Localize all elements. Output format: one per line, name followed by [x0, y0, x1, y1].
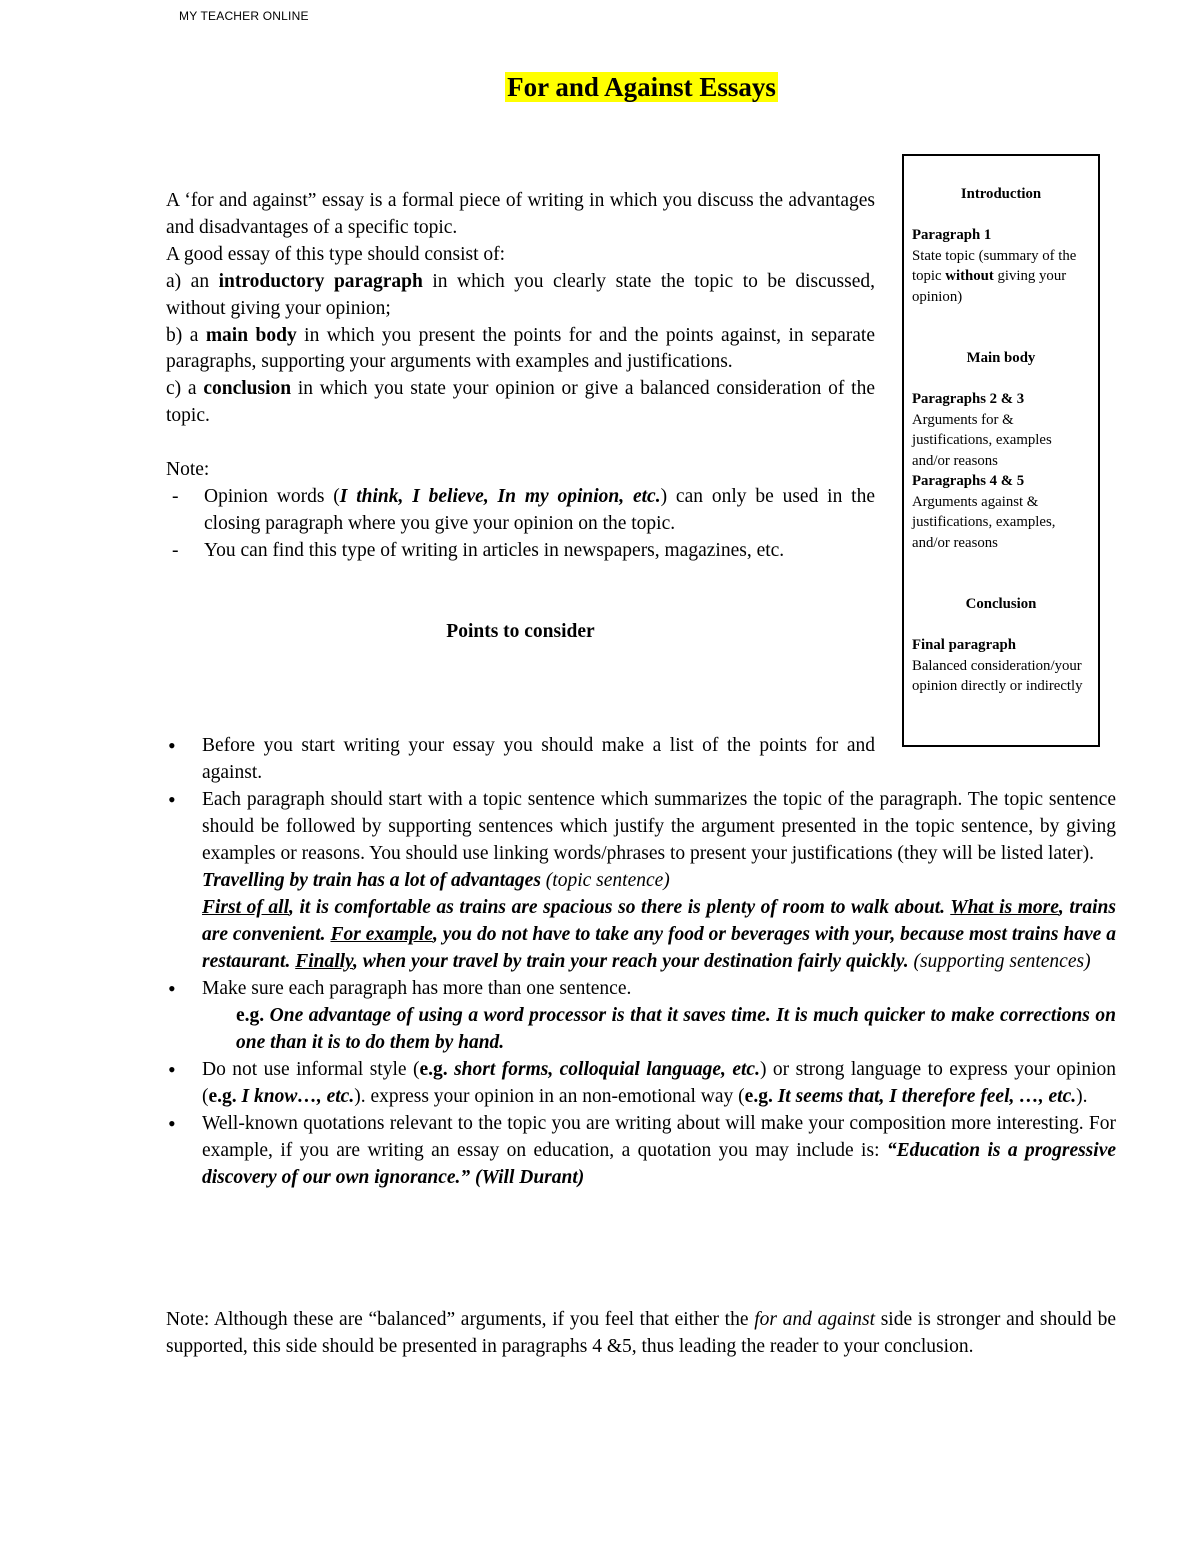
point-3-example: [202, 1002, 1116, 1056]
sidebar-conclusion-title: Conclusion: [965, 596, 1037, 612]
list-item-b-bold: main body: [205, 324, 297, 346]
example-text-1: , it is comfortable as trains are spacious so there is plenty of room to walk about.: [289, 897, 951, 918]
point-4-c: ). express your opinion in an non-emotional way (: [354, 1086, 745, 1107]
list-item-c-prefix: c) a: [166, 378, 204, 400]
sidebar-p1-title: Paragraph 1: [912, 227, 992, 243]
sidebar-main-title: Main body: [966, 350, 1036, 366]
list-item-b: [166, 323, 875, 377]
link-for-example: For example: [330, 924, 433, 945]
point-5-quote: “Education is a progressive discovery of our own ignorance.” (Will Durant): [202, 1140, 1116, 1188]
point-4-eg-1: e.g.: [419, 1059, 448, 1080]
sidebar-final-text: Balanced consideration/your opinion directly or indirectly: [912, 657, 1083, 694]
example-topic: Travelling by train has a lot of advantages: [202, 870, 541, 891]
sidebar-final-title: Final paragraph: [912, 637, 1017, 653]
note-item-2: - You can find this type of writing in articles in newspapers, magazines, etc.: [204, 538, 875, 565]
point-4-eg-2: e.g.: [208, 1086, 237, 1107]
example-topic-label: (topic sentence): [540, 870, 670, 891]
structure-box: [902, 154, 1100, 747]
list-item-a-text: in which you clearly state the topic to be discussed, without giving your opinion;: [166, 270, 875, 319]
point-4-ex-3: It seems that, I therefore feel, …, etc.: [772, 1086, 1077, 1107]
sidebar-p45-text: Arguments against & justifications, examples, and/or reasons: [912, 493, 1056, 551]
example-text-3: , you do not have to take any food or beverages with your, because most trains have a restaurant.: [202, 924, 1117, 972]
note-item-1-pre: Opinion words (: [204, 486, 340, 508]
page-title-wrap: [0, 72, 1200, 103]
point-4-a: Do not use informal style (: [202, 1059, 420, 1080]
intro-paragraph-1: A ‘for and against” essay is a formal piece of writing in which you discuss the advantages and disadvantages of a specific topic.: [166, 190, 875, 238]
note-item-1-post: ) can only be used in the closing paragraph where you give your opinion on the topic.: [204, 486, 875, 534]
list-item-a-bold: introductory paragraph: [218, 270, 423, 292]
link-what-is-more: What is more: [950, 897, 1059, 918]
point-4-d: ).: [1076, 1086, 1088, 1107]
point-3: [166, 975, 1116, 1056]
note-item-1-examples: I think, I believe, In my opinion, etc.: [339, 486, 661, 508]
link-finally: Finally: [295, 951, 353, 972]
site-header: MY TEACHER ONLINE: [179, 9, 309, 23]
sidebar-p1-text: [912, 246, 1090, 308]
list-item-a-prefix: a) an: [166, 270, 219, 292]
points-heading: Points to consider: [446, 620, 595, 642]
example-text-4: , when your travel by train your reach your destination fairly quickly.: [353, 951, 909, 972]
sidebar-p1-text-bold: without: [945, 268, 994, 284]
final-note-b: side is stronger and should be supported, this side should be presented in paragraphs 4 &5, thus leading the reader to your conclusion.: [166, 1309, 1117, 1357]
note-label: Note:: [166, 459, 210, 481]
list-item-c: [166, 376, 875, 430]
sidebar-p45-title: Paragraphs 4 & 5: [912, 473, 1025, 489]
points-list: [166, 732, 1116, 1191]
list-item-a: [166, 269, 875, 323]
point-3-example-text: One advantage of using a word processor is that it saves time. It is much quicker to make corrections on one than it is to do them by hand.: [236, 1005, 1116, 1053]
final-note: [166, 1306, 1116, 1360]
list-item-c-text: in which you state your opinion or give a balanced consideration of the topic.: [166, 378, 875, 427]
page-title: For and Against Essays: [507, 72, 776, 102]
final-note-italic: for and against: [754, 1309, 876, 1330]
sidebar-intro-title: Introduction: [960, 186, 1042, 202]
link-first-of-all: First of all: [202, 897, 290, 918]
point-4-b: ) or strong language to express your opinion (: [202, 1059, 1116, 1107]
point-2: [166, 786, 1116, 975]
point-3-text: Make sure each paragraph has more than one sentence.: [202, 978, 632, 999]
list-item-c-bold: conclusion: [203, 378, 292, 400]
point-1: • Before you start writing your essay you should make a list of the points for and against.: [166, 732, 875, 786]
point-5-text: Well-known quotations relevant to the topic you are writing about will make your composition more interesting. For example, if you are writing an essay on education, a quotation you may include is:: [202, 1113, 1116, 1161]
list-item-b-text: in which you present the points for and the points against, in separate paragraphs, supporting your arguments with examples and justifications.: [166, 324, 875, 373]
sidebar-p23-title: Paragraphs 2 & 3: [912, 391, 1025, 407]
example-supporting-label: (supporting sentences): [908, 951, 1091, 972]
note-item-1: [204, 484, 875, 538]
point-3-eg: e.g.: [236, 1005, 265, 1026]
final-note-a: Note: Although these are “balanced” arguments, if you feel that either the: [166, 1309, 755, 1330]
point-5: [166, 1110, 1116, 1191]
point-4: [166, 1056, 1116, 1110]
note-list: [166, 484, 875, 565]
sidebar-p23-text: Arguments for & justifications, examples and/or reasons: [912, 411, 1052, 469]
point-4-ex-1: short forms, colloquial language, etc.: [447, 1059, 760, 1080]
intro-section: [166, 188, 875, 646]
intro-paragraph-2: A good essay of this type should consist of:: [166, 243, 506, 265]
point-2-text: Each paragraph should start with a topic sentence which summarizes the topic of the paragraph. The topic sentence should be followed by supporting sentences which justify the argument presented in the topic sentence, by giving examples or reasons. You should use linking words/phrases to present your justifications (they will be listed later).: [202, 789, 1116, 864]
point-4-ex-2: I know…, etc.: [236, 1086, 355, 1107]
example-text-2: , trains are convenient.: [202, 897, 1116, 945]
list-item-b-prefix: b) a: [166, 324, 206, 346]
point-4-eg-3: e.g.: [744, 1086, 773, 1107]
sidebar-p1-text-a: State topic (summary of the topic: [912, 247, 1077, 284]
sidebar-p1-text-b: giving your opinion): [912, 268, 1067, 305]
